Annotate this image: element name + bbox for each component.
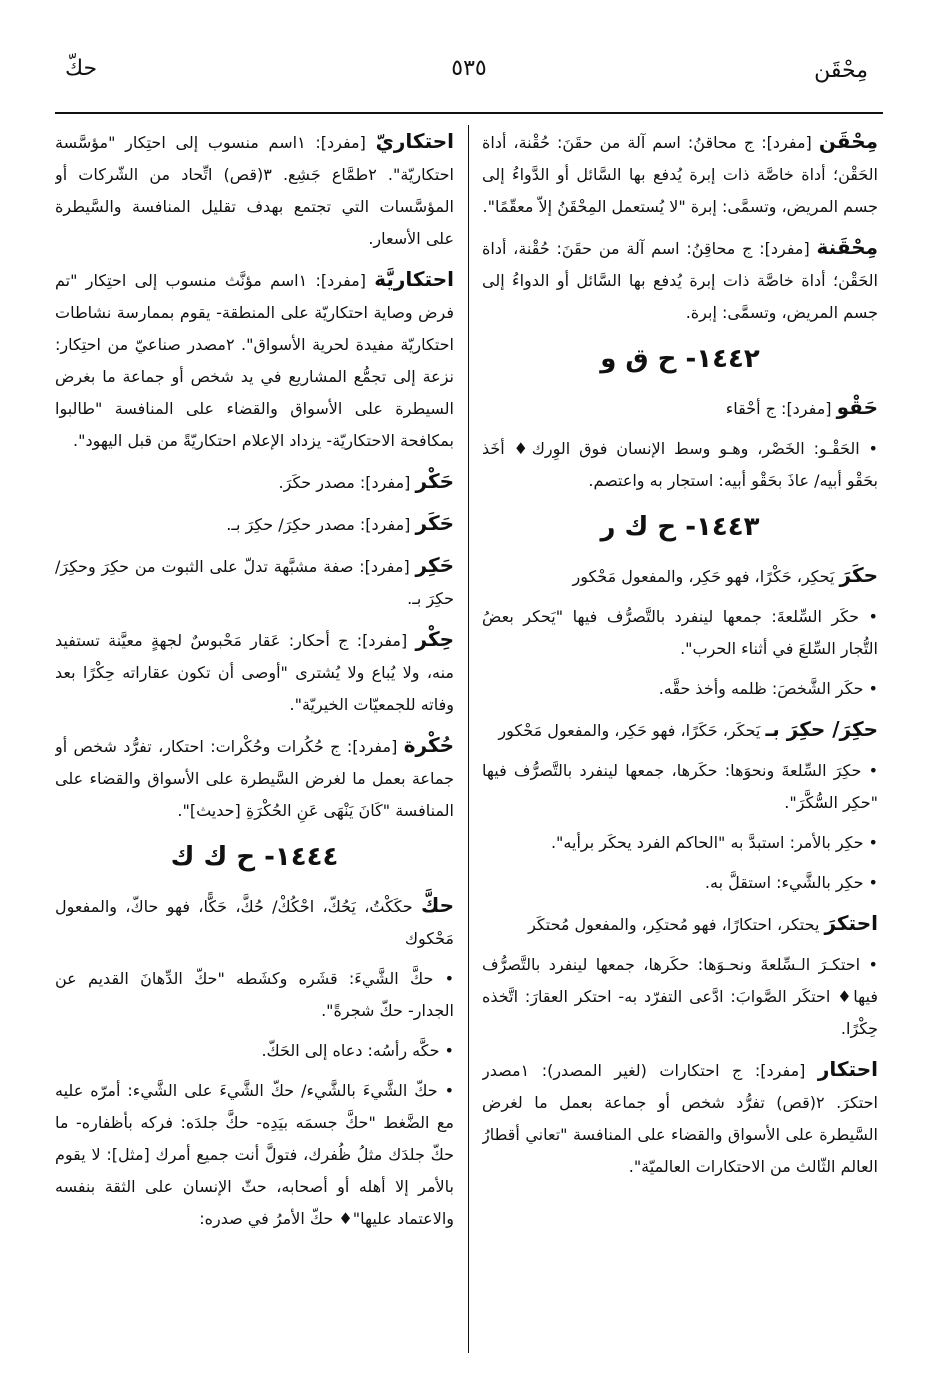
left-column [55,125,454,1358]
definition: • حكَّه رأسُه: دعاه إلى الحَكّ. [261,1041,454,1060]
entry-sense [482,867,878,899]
guide-word-left: حكّ [65,56,98,81]
section-heading-1442: ١٤٤٢- ح ق و [600,344,760,374]
definition: [مفرد]: مصدر حكِرَ/ حكِرَ بـ. [226,515,411,534]
definition: • حكِر بالشَّيء: استقلَّ به. [704,873,878,892]
definition: [مفرد]: ج محاقنُ: اسم آلة من حقَنَ: حُقْنة، أداة الحَقْن؛ أداة خاصَّة ذات إبرة يُدفع بها السَّائل أو الدَّواءُ إلى جسم المريض، وتسمَّى: إبرة "لا يُستعمل المِحْقَنُ إلاّ معقّمًا". [482,133,878,216]
section-heading-1443: ١٤٤٣- ح ك ر [600,512,760,542]
entry-mihqan [482,125,878,223]
headword: حكَّ [420,893,454,917]
guide-word-right: مِحْقَن [814,58,868,83]
headword: حكِرَ/ حكِرَ بـ [765,717,878,741]
entry-ihtikari [55,125,454,255]
definition: • حكّ الشَّيءَ بالشَّيء/ حكّ الشَّيءَ على الشَّيء: أمرّه عليه مع الضَّغط "حكَّ جسمَه بيَدِه- حكَّ جلدَه: فركه بأظفاره- ما حكّ جلدَك مثلُ ظُفرك، فتولَّ أنت جميع أمرك [مثل]: لا يقوم بالأمر إلا أهله أو أصحابه، حثّ الإنسان على الثقة بنفسه والاعتماد عليها"♦ حكّ الأمرُ في صدره: [55,1081,454,1228]
headword: حكَرَ [839,563,878,587]
entry-hukra [55,729,454,827]
definition: [مفرد]: ج محاقِنُ: اسم آلة من حقَنَ: حُقْنة، أداة الحَقْن؛ أداة خاصَّة ذات إبرة يُدفع بها السَّائل أو الدواءُ إلى جسم المريض، وتسمَّى: إبرة. [482,239,878,322]
entry-mihqana [482,231,878,329]
headword: حَكْر [415,469,454,493]
entry-sense [482,433,878,497]
definition: [مفرد]: ج حُكُرات وحُكْرات: احتكار، تفرُّد شخص أو جماعة بعمل ما لغرض السَّيطرة على الأسواق والقضاء على المنافسة "كَانَ يَنْهَى عَنِ الحُكْرَةِ [حديث]". [55,737,454,820]
entry-sense [55,1035,454,1067]
entry-sense [482,827,878,859]
headword: مِحْقَنة [816,235,878,259]
headword: احتكار [817,1057,878,1081]
entry-hakara [482,559,878,593]
definition: • حكَر السِّلعةَ: جمعها لينفرد بالتَّصرُّف فيها "يَحكر بعضُ التُّجار السِّلعَ في أثناء الحرب". [482,607,878,658]
headword: احتكرَ [824,911,878,935]
page-number: ٥٣٥ [451,56,487,81]
definition: • الحَقْـو: الخَصْر، وهـو وسط الإنسان فوق الوِرك♦ أخَذ بحَقْو أبيه/ عاذَ بحَقْو أبيه: استجار به واعتصم. [482,439,878,490]
entry-ihtakara [482,907,878,941]
entry-hakira [482,713,878,747]
definition: يحتكر، احتكارًا، فهو مُحتكِر، والمفعول مُحتكَر [528,915,820,934]
headword: حِكْر [415,627,454,651]
definition: • حكِر بالأمر: استبدَّ به "الحاكم الفرد يحكَر برأيه". [550,833,878,852]
definition: • احتكـرَ الـسِّلعةَ ونحـوَها: حكَرها، جمعها لينفرد بالتَّصرُّف فيها♦ احتكَر الصَّوابَ: ادَّعى التفرّد به- احتكر العقارَ: اتَّخذه حِكْرًا. [482,955,878,1038]
definition: • حكَر الشَّخصَ: ظلمه وأخذ حقَّه. [658,679,878,698]
headword: مِحْقَن [818,129,878,153]
definition: • حكَّ الشَّيءَ: قشَره وكشَطه "حكّ الدِّهانَ القديم عن الجدار- حكّ شجرةً". [55,969,454,1020]
entry-sense [55,963,454,1027]
headword: احتكاريّ [375,129,454,153]
entry-sense [55,1075,454,1235]
headword: حَقْو [836,395,878,419]
column-divider [468,125,469,1353]
definition: حكَكْتُ، يَحُكّ، احْكُكْ/ حُكَّ، حَكًّا، فهو حاكّ، والمفعول مَحْكوك [55,897,454,948]
entry-hakir [55,549,454,615]
definition: [مفرد]: ج أحْقاء [725,399,832,418]
definition: • حكِرَ السِّلعةَ ونحوَها: حكَرها، جمعها لينفرد بالتَّصرُّف فيها "حكِر السُّكَّرَ". [482,761,878,812]
headword: حُكْرة [403,733,454,757]
entry-sense [482,673,878,705]
entry-ihtikariyya [55,263,454,457]
headword: حَكَر [415,511,454,535]
definition: [مفرد]: ج احتكارات (لغير المصدر): ١مصدر احتكرَ. ٢(قص) تفرُّد شخص أو جماعة بعمل ما لغرض السَّيطرة على الأسواق والقضاء على المنافسة "تعاني أقطارُ العالم الثّالث من الاحتكارات العالميّة". [482,1061,878,1176]
entry-hakar [55,507,454,541]
entry-haqw [482,391,878,425]
entry-hakka [55,889,454,955]
definition: [مفرد]: ١اسم مؤنَّث منسوب إلى احتِكار "تم فرض وصاية احتكاريّة على المنطقة- يقوم بممارسة نشاطات احتكاريّة مفيدة لحرية الأسواق". ٢مصدر صناعيّ من احتِكار: نزعة إلى تجمُّع المشاريع في يد شخص أو جماعة ما بغرض السيطرة على الأسواق والقضاء على المنافسة "طالبوا بمكافحة الاحتكاريّة- يزداد الإعلام احتكاريّةً من قبل اليهود". [55,271,454,450]
header-rule [55,112,883,114]
page-header [60,48,878,98]
definition: يَحكِر، حَكْرًا، فهو حَكِر، والمفعول مَحْكور [572,567,835,586]
headword: حَكِر [415,553,454,577]
definition: [مفرد]: ج أحكار: عَقار مَحْبوسٌ لجهةٍ معيَّنة تستفيد منه، ولا يُباع ولا يُشترى "أوصى أن تكون عقاراته حِكْرًا بعد وفاته للجمعيّات الخيريّة". [55,631,454,714]
entry-ihtikar [482,1053,878,1183]
headword: احتكاريَّة [374,267,454,291]
definition: [مفرد]: صفة مشبَّهة تدلّ على الثبوت من حكِرَ وحكِرَ/ حكِرَ بـ. [55,557,454,608]
entry-sense [482,601,878,665]
definition: [مفرد]: ١اسم منسوب إلى احتِكار "مؤسَّسة احتكاريّة". ٢طمَّاع جَشِع. ٣(قص) اتِّحاد من الشّركات أو المؤسَّسات التي تجتمع بهدف تقليل المنافسة والسَّيطرة على الأسعار. [55,133,454,248]
section-heading-1444: ١٤٤٤- ح ك ك [170,842,339,872]
entry-sense [482,949,878,1045]
definition: يَحكَر، حَكَرًا، فهو حَكِر، والمفعول مَحْكور [498,721,761,740]
definition: [مفرد]: مصدر حكَرَ. [278,473,411,492]
entry-hikr [55,623,454,721]
entry-hakr [55,465,454,499]
right-column [482,125,878,1358]
entry-sense [482,755,878,819]
